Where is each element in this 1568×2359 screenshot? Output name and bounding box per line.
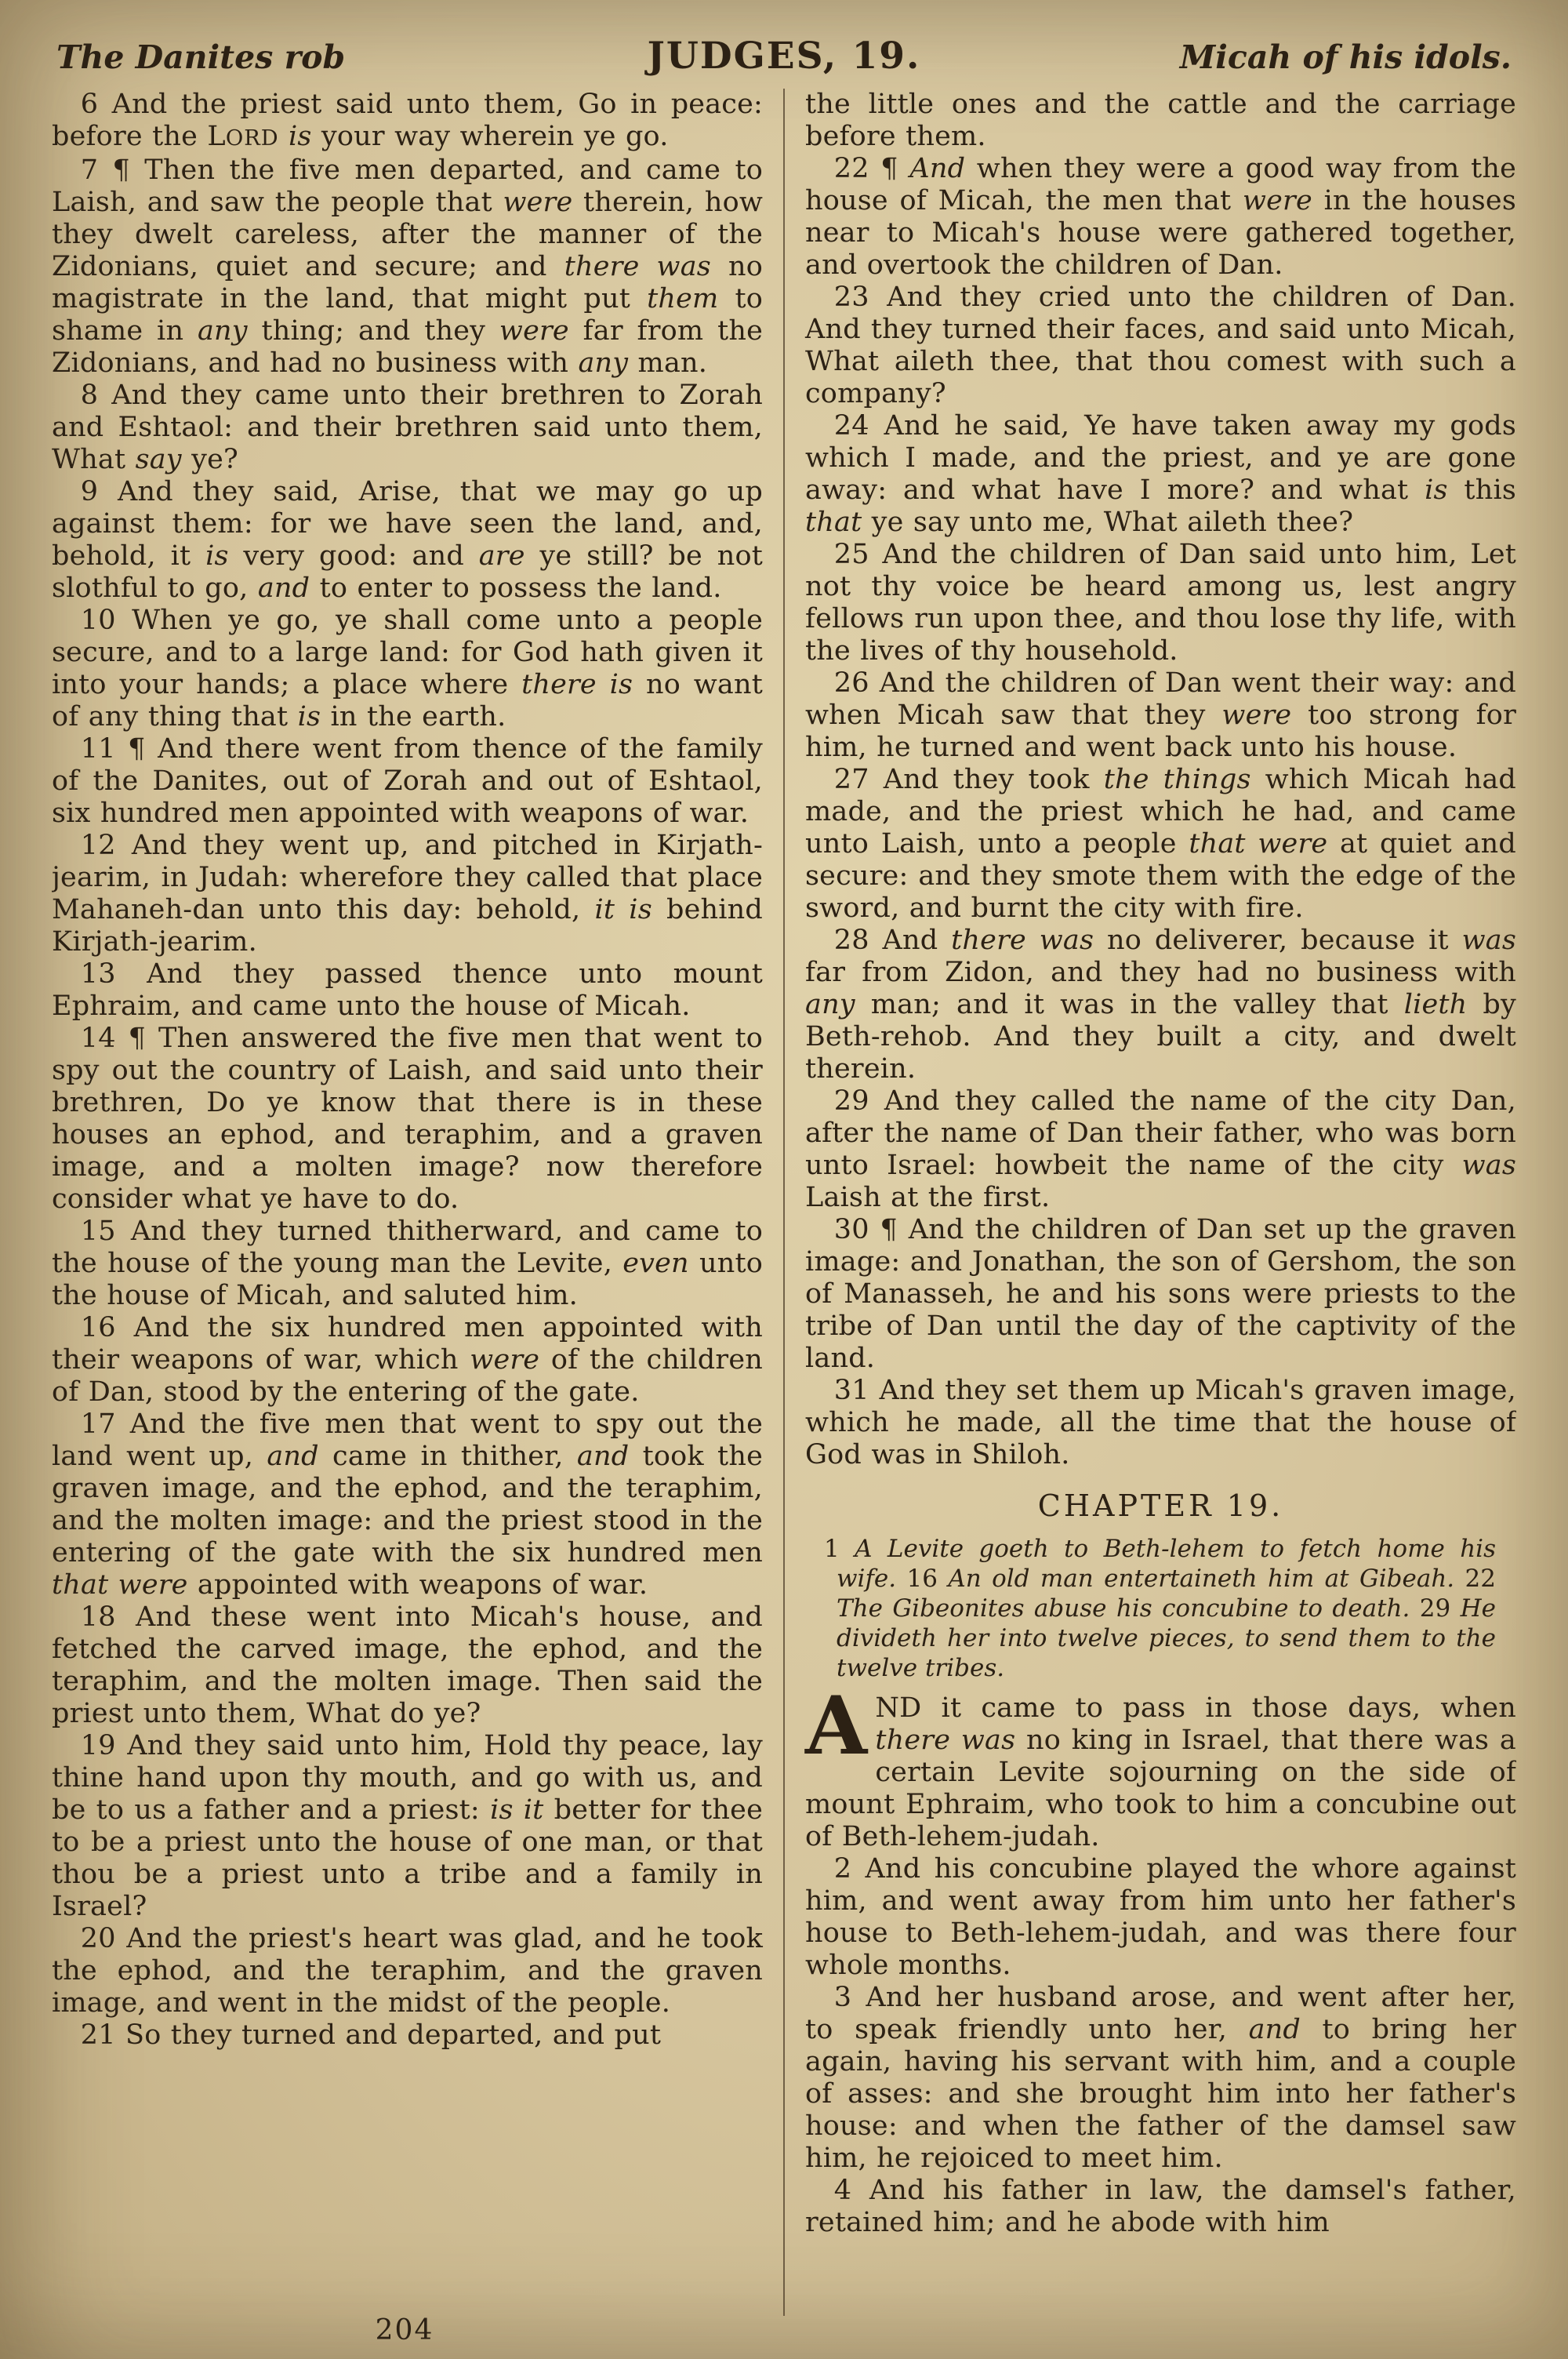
verse-number: 24 [833,410,869,442]
page-number: 204 [375,2314,434,2346]
verse: 15 And they turned thitherward, and came to the house of the young man the Levite, even unto the house of Micah, and saluted him. [52,1216,763,1311]
verse: 11 ¶ And there went from thence of the family of the Danites, out of Zorah and out of Eshtaol, six hundred men appointed with weapons of war. [52,733,763,829]
column-divider [783,89,785,2316]
verse: 2 And his concubine played the whore against him, and went away from him unto her father's house to Beth-lehem-judah, and was there four whole months. [805,1853,1516,1981]
verse-number: 27 [833,764,869,795]
verse: 30 ¶ And the children of Dan set up the graven image: and Jonathan, the son of Gershom, the son of Manasseh, he and his sons were priests to the tribe of Dan until the day of the captivity of the land. [805,1214,1516,1374]
page-header [52,27,1516,89]
verse-number: 13 [80,958,116,990]
verse: 10 When ye go, ye shall come unto a people secure, and to a large land: for God hath given it into your hands; a place where there is no want of any thing that is in the earth. [52,605,763,732]
verse: 18 And these went into Micah's house, and fetched the carved image, the ephod, and the teraphim, and the molten image. Then said the priest unto them, What do ye? [52,1601,763,1729]
verse-number: 14 [80,1023,116,1054]
verse: 27 And they took the things which Micah had made, and the priest which he had, and came unto Laish, unto a people that were at quiet and secure: and they smote them with the edge of the sword, and burnt the city with fire. [805,764,1516,924]
verse-number: 3 [833,1982,852,2013]
verse: 28 And there was no deliverer, because it was far from Zidon, and they had no business with any man; and it was in the valley that lieth by Beth-rehob. And they built a city, and dwelt therein. [805,925,1516,1085]
running-head-right: Micah of his idols. [1179,38,1512,76]
verse-number: 8 [80,380,99,411]
dropcap-initial: A [805,1679,868,1773]
verse: 6 And the priest said unto them, Go in peace: before the LORD is your way wherein ye go. [52,89,763,152]
verse: 8 And they came unto their brethren to Zorah and Eshtaol: and their brethren said unto them, What say ye? [52,380,763,475]
verse: 4 And his father in law, the damsel's father, retained him; and he abode with him [805,2175,1516,2238]
verse: 13 And they passed thence unto mount Ephraim, and came unto the house of Micah. [52,958,763,1022]
verse: 29 And they called the name of the city Dan, after the name of Dan their father, who was born unto Israel: howbeit the name of the city was Laish at the first. [805,1085,1516,1213]
verse: 22 ¶ And when they were a good way from the house of Micah, the men that were in the houses near to Micah's house were gathered together, and overtook the children of Dan. [805,153,1516,281]
verse: 26 And the children of Dan went their way: and when Micah saw that they were too strong for him, he turned and went back unto his house. [805,667,1516,763]
verse-number: 11 [80,733,116,765]
verse-number: 6 [80,89,99,120]
verse-number: 15 [80,1216,116,1247]
verse-number: 18 [80,1601,116,1633]
verse: 20 And the priest's heart was glad, and he took the ephod, and the teraphim, and the graven image, and went in the midst of the people. [52,1923,763,2019]
verse: 23 And they cried unto the children of Dan. And they turned their faces, and said unto Micah, What aileth thee, that thou comest with such a company? [805,282,1516,409]
running-head-left: The Danites rob [56,38,346,76]
column-right [785,89,1516,2316]
verse-number: 16 [80,1312,116,1343]
verse: 25 And the children of Dan said unto him, Let not thy voice be heard among us, lest angry fellows run upon thee, and thou lose thy life, with the lives of thy household. [805,539,1516,667]
verse: 9 And they said, Arise, that we may go up against them: for we have seen the land, and, behold, it is very good: and are ye still? be not slothful to go, and to enter to possess the land. [52,476,763,604]
verse-number: 12 [80,830,116,861]
verse: 3 And her husband arose, and went after her, to speak friendly unto her, and to bring her again, having his servant with him, and a couple of asses: and she brought him into her father's house: and when the father of the damsel saw him, he rejoiced to meet him. [805,1982,1516,2174]
verse: 21 So they turned and departed, and put [80,2019,662,2051]
verse-number: 21 [80,2019,116,2051]
verse-number: 2 [833,1853,852,1885]
verse: AND it came to pass in those days, when there was no king in Israel, that there was a certain Levite sojourning on the side of mount Ephraim, who took to him a concubine out of Beth-lehem-judah. [805,1679,1516,1852]
verse: 12 And they went up, and pitched in Kirjath-jearim, in Judah: wherefore they called that place Mahaneh-dan unto this day: behold, it is behind Kirjath-jearim. [52,830,763,958]
verse-continuation: the little ones and the cattle and the carriage before them. [805,89,1516,152]
verse-number: 7 [80,154,99,186]
verse: 7 ¶ Then the five men departed, and came to Laish, and saw the people that were therein, how they dwelt careless, after the manner of the Zidonians, quiet and secure; and there was no magistrate in the land, that might put them to shame in any thing; and they were far from the Zidonians, and had no business with any man. [52,154,764,379]
verse-number: 4 [833,2175,852,2206]
verse-number: 25 [833,539,869,570]
verse-number: 19 [80,1730,116,1761]
verse-number: 31 [833,1375,869,1406]
verse-number: 29 [833,1085,869,1117]
verse-number: 30 [833,1214,869,1245]
column-left [52,89,783,2316]
page-title: JUDGES, 19. [647,35,921,78]
verse-number: 28 [833,925,869,956]
verse: 19 And they said unto him, Hold thy peace, lay thine hand upon thy mouth, and go with us, and be to us a father and a priest: is it better for thee to be a priest unto the house of one man, or that thou be a priest unto a tribe and a family in Israel? [52,1730,763,1922]
verse-number: 26 [833,667,869,699]
verse-number: 9 [80,476,99,507]
verse-number: 10 [80,605,116,636]
text-columns [52,89,1516,2316]
verse-number: 22 [833,153,869,184]
verse: 31 And they set them up Micah's graven image, which he made, all the time that the house of God was in Shiloh. [805,1375,1516,1470]
verse: 14 ¶ Then answered the five men that went to spy out the country of Laish, and said unto their brethren, Do ye know that there is in these houses an ephod, and teraphim, and a graven image, and a molten image? now therefore consider what ye have to do. [52,1023,763,1215]
chapter-summary: 1 A Levite goeth to Beth-lehem to fetch home his wife. 16 An old man entertaineth him at Gibeah. 22 The Gibeonites abuse his concubine to death. 29 He divideth her into twelve pieces, to send them to the twelve tribes. [824,1535,1497,1682]
chapter-heading: CHAPTER 19. [1037,1488,1284,1523]
verse: 16 And the six hundred men appointed with their weapons of war, which were of the children of Dan, stood by the entering of the gate. [52,1312,763,1408]
verse: 17 And the five men that went to spy out the land went up, and came in thither, and took the graven image, and the ephod, and the teraphim, and the molten image: and the priest stood in the entering of the gate with the six hundred men that were appointed with weapons of war. [52,1408,763,1601]
verse-number: 23 [833,282,869,313]
verse: 24 And he said, Ye have taken away my gods which I made, and the priest, and ye are gone away: and what have I more? and what is this that ye say unto me, What aileth thee? [805,410,1516,538]
verse-number: 20 [80,1923,116,1954]
verse-number: 17 [80,1408,116,1440]
